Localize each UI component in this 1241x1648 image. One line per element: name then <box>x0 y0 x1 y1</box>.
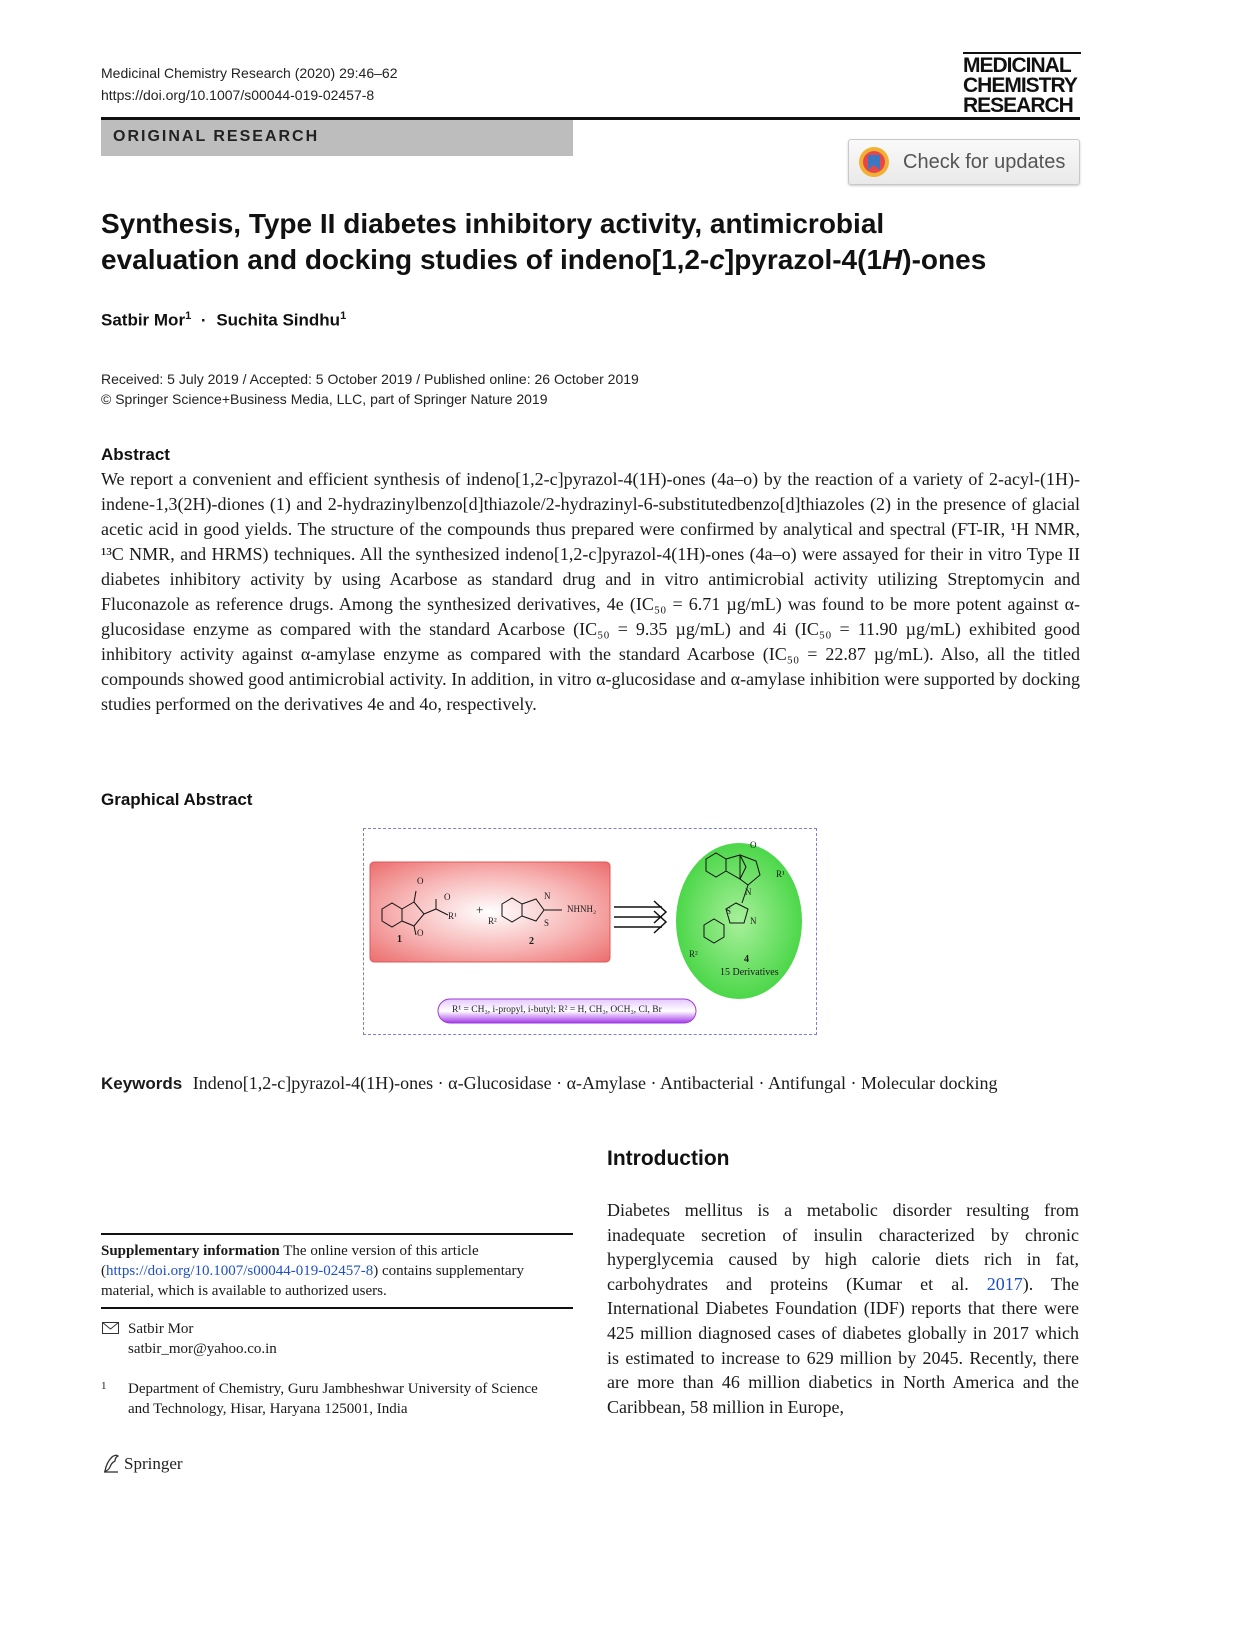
graphical-abstract-heading: Graphical Abstract <box>101 790 253 809</box>
supp-text: The online version of this article ( <box>101 1243 479 1279</box>
intro-text-part: ). The International Diabetes Foundation (IDF) reports that there were 425 million diagnosed cases of diabetes globally in 2017 which is estimated to increase to 629 million by 2045. Recently, there are more than 46 million diabetics in North America and the Caribbean, 58 million in Europe, <box>607 1273 1079 1417</box>
reaction-arrow <box>614 901 666 933</box>
publisher-name: Springer <box>124 1454 183 1473</box>
check-updates-button[interactable] <box>848 139 1080 185</box>
abstract-text: We report a convenient and efficient synthesis of indeno[1,2-c]pyrazol-4(1H)-ones (4a–o) by the reaction of a variety of 2-acyl-(1H)-indene-1,3(2H)-diones (1) and 2-hydrazinylbenzo[d]thiazole/2-hydrazinyl-6-substitutedbenzo[d]thiazoles (2) in the presence of glacial acetic acid in good yields. The structure of the compounds thus prepared were confirmed by analytical and spectral (FT-IR, ¹H NMR, ¹³C NMR, and HRMS) techniques. All the synthesized indeno[1,2-c]pyrazol-4(1H)-ones (4a–o) were assayed for their in vitro Type II diabetes inhibitory activity by using Acarbose as standard drug and in vitro antimicrobial activity utilizing Streptomycin and Fluconazole as reference drugs. Among the synthesized derivatives, 4e (IC₅₀ = 6.71 µg/mL) was found to be more potent against α-glucosidase enzyme as compared with the standard Acarbose (IC₅₀ = 9.35 µg/mL) and 4i (IC₅₀ = 11.90 µg/mL) exhibited good inhibitory activity against α-amylase enzyme as compared with the standard Acarbose (IC₅₀ = 22.87 µg/mL). Also, all the titled compounds showed good antimicrobial activity. In addition, in vitro α-glucosidase and α-amylase inhibition were supported by docking studies performed on the derivatives 4e and 4o, respectively. <box>101 469 1080 714</box>
contact-name: Satbir Mor <box>128 1321 194 1337</box>
compound-1-label: 1 <box>397 934 402 945</box>
author-2-affil: 1 <box>340 310 347 322</box>
logo-line-2: CHEMISTRY <box>963 74 1077 97</box>
contact-email[interactable]: satbir_mor@yahoo.co.in <box>128 1341 277 1357</box>
author-list <box>101 310 346 331</box>
title-line-1: Synthesis, Type II diabetes inhibitory activity, antimicrobial <box>101 208 885 239</box>
introduction-text <box>607 1198 1079 1419</box>
keywords <box>101 1073 997 1094</box>
footnote-rule-top <box>101 1233 573 1235</box>
citation-link[interactable]: 2017 <box>986 1273 1023 1294</box>
reaction-scheme <box>364 829 816 1034</box>
intro-text-part: Diabetes mellitus is a metabolic disorder resulting from inadequate secretion of insulin characterized by chronic hyperglycemia caused by high calorie diets rich in fat, carbohydrates and proteins (Kumar et al. <box>607 1200 1079 1294</box>
keyword: Antifungal <box>767 1073 846 1093</box>
author-separator: · <box>200 310 207 330</box>
label-r2: R² <box>488 916 497 926</box>
check-updates-icon <box>857 145 891 179</box>
logo-line-3: RESEARCH <box>963 94 1073 117</box>
substituents-text: R¹ = CH₃, i-propyl, i-butyl; R² = H, CH₃, OCH₃, Cl, Br <box>452 1005 662 1015</box>
label-r1: R¹ <box>776 869 785 879</box>
envelope-icon <box>102 1322 119 1334</box>
label-o: O <box>444 892 451 902</box>
springer-horse-icon <box>102 1453 120 1473</box>
doi-link[interactable]: https://doi.org/10.1007/s00044-019-02457-8 <box>101 87 375 103</box>
keyword: α-Glucosidase <box>448 1073 552 1093</box>
logo-line-1: MEDICINAL <box>963 52 1081 76</box>
author-2[interactable]: Suchita Sindhu <box>216 310 341 330</box>
publication-dates: Received: 5 July 2019 / Accepted: 5 October 2019 / Published online: 26 October 2019 <box>101 371 639 387</box>
keyword-separator: · <box>650 1073 657 1093</box>
section-band <box>101 120 573 156</box>
label-n: N <box>544 891 551 901</box>
plus-sign: + <box>476 902 484 917</box>
title-part: ]pyrazol-4(1 <box>724 244 883 275</box>
label-r1: R¹ <box>448 911 457 921</box>
keyword: Indeno[1,2-c]pyrazol-4(1H)-ones <box>192 1073 434 1093</box>
compound-2-label: 2 <box>529 936 534 947</box>
supplementary-info <box>101 1241 573 1301</box>
supp-label: Supplementary information <box>101 1243 280 1259</box>
copyright: © Springer Science+Business Media, LLC, part of Springer Nature 2019 <box>101 391 548 407</box>
keyword: α-Amylase <box>566 1073 646 1093</box>
compound-4-label: 4 <box>744 954 749 965</box>
author-1-affil: 1 <box>185 310 192 322</box>
label-o: O <box>750 840 757 850</box>
label-s: S <box>544 918 550 928</box>
article-title <box>101 206 1081 278</box>
label-o: O <box>417 928 424 938</box>
graphical-abstract-figure <box>363 828 817 1035</box>
label-o: O <box>417 876 424 886</box>
title-part: evaluation and docking studies of indeno[1,2- <box>101 244 710 275</box>
keyword-separator: · <box>850 1073 857 1093</box>
keyword-separator: · <box>556 1073 563 1093</box>
label-n: N <box>745 887 752 897</box>
journal-citation: Medicinal Chemistry Research (2020) 29:46–62 <box>101 65 398 81</box>
label-s: S <box>726 906 732 916</box>
keywords-label: Keywords <box>101 1074 183 1093</box>
title-line-2 <box>101 242 1081 278</box>
supp-link[interactable]: https://doi.org/10.1007/s00044-019-02457-8 <box>106 1263 374 1279</box>
title-italic: c <box>709 244 725 275</box>
title-part: )-ones <box>902 244 987 275</box>
affiliation-text: Department of Chemistry, Guru Jambheshwar University of Science and Technology, Hisar, Haryana 125001, India <box>128 1381 538 1417</box>
keyword-separator: · <box>437 1073 444 1093</box>
keyword: Antibacterial <box>660 1073 754 1093</box>
supp-text: ) contains supplementary material, which is available to authorized users. <box>101 1263 525 1299</box>
footnote-rule-bottom <box>101 1307 573 1309</box>
check-updates-label: Check for updates <box>903 150 1066 173</box>
author-1[interactable]: Satbir Mor <box>101 310 186 330</box>
derivatives-count: 15 Derivatives <box>720 967 779 978</box>
section-label: ORIGINAL RESEARCH <box>113 128 320 145</box>
title-italic: H <box>882 244 903 275</box>
keyword: Molecular docking <box>860 1073 998 1093</box>
keyword-separator: · <box>758 1073 765 1093</box>
affiliation-number: 1 <box>101 1380 107 1392</box>
introduction-heading: Introduction <box>607 1147 730 1170</box>
label-n: N <box>750 916 757 926</box>
journal-logo <box>963 52 1081 116</box>
label-r2: R² <box>689 949 698 959</box>
abstract-heading: Abstract <box>101 445 170 464</box>
label-nhnh2: NHNH₂ <box>567 904 597 914</box>
